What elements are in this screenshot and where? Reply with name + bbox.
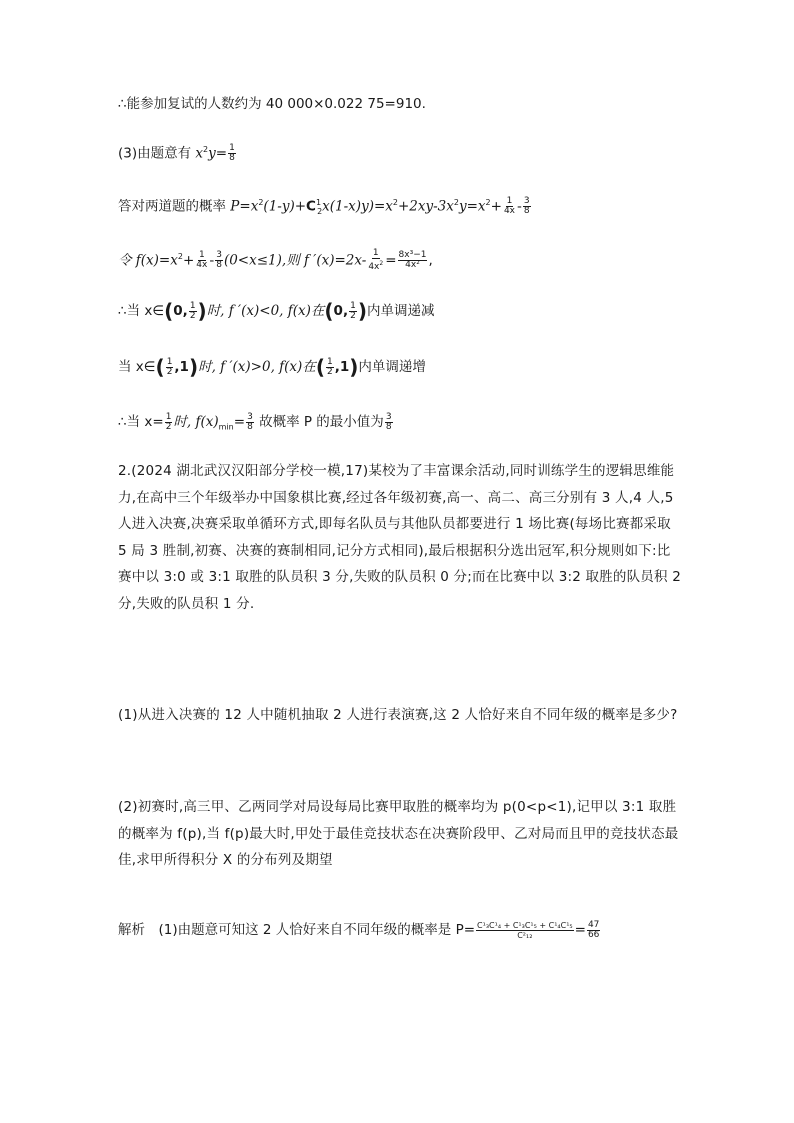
- combination-C: C: [306, 198, 316, 215]
- question-2-part-1: (1)从进入决赛的 12 人中随机抽取 2 人进行表演赛,这 2 人恰好来自不同年级的概率是多少?: [118, 707, 678, 723]
- line-probability-formula: 答对两道题的概率 $P=x^2(1-y)+C^1_2x(1-x)y)=x^2+2xy-3x^2y=x^2+$ $\frac{1}{4x}$ - $\frac{3}{8}$: [118, 196, 530, 217]
- text: 故概率 P 的最小值为: [254, 414, 384, 430]
- expr: =x: [239, 198, 259, 215]
- var-x: x: [195, 145, 204, 162]
- text: 当 x∈: [118, 359, 156, 375]
- var-y: y: [208, 145, 216, 162]
- fraction: $\frac{1}{2}$: [166, 356, 173, 377]
- question-2-part-2: (2)初赛时,高三甲、乙两同学对局设每局比赛甲取胜的概率均为 p(0<p<1),记甲以 3:1 取胜的概率为 f(p),当 f(p)最大时,甲处于最佳竞技状态在决赛阶段甲、乙对局而且甲的竞技状态最佳,求甲所得积分 X 的分布列及期望: [118, 799, 679, 868]
- eq: =: [215, 145, 228, 162]
- fraction: $\frac{\text{8x³−1}}{\text{4x²}}$: [398, 250, 427, 270]
- text: (3)由题意有: [118, 145, 196, 162]
- text: 内单调递减: [366, 303, 435, 319]
- var-P: P: [230, 198, 240, 215]
- fraction: $\frac{1}{2}$: [165, 411, 172, 432]
- line-conclusion-910: ∴能参加复试的人数约为 40 000×0.022 75=910.: [118, 96, 426, 112]
- expr: (0<x≤1),则 f ′(x)=2x-: [223, 252, 367, 269]
- expr: x(1-x)y)=x: [322, 198, 393, 215]
- fraction: $\frac{1}{4x^2}$: [368, 248, 384, 272]
- fraction: $\frac{1}{4x}$: [196, 250, 208, 270]
- expr: 时, f ′(x)>0, f(x)在: [198, 359, 316, 375]
- text: ∴当 x∈: [118, 303, 165, 319]
- expr: 时, f ′(x)<0, f(x)在: [206, 303, 325, 319]
- expr: +2xy-3x: [397, 198, 454, 215]
- text: ∴当 x=: [118, 414, 164, 430]
- fraction: $\frac{47}{66}$: [587, 919, 600, 940]
- expr: (1-y)+: [263, 198, 307, 215]
- fraction: $\frac{1}{8}$: [229, 143, 235, 163]
- text: 解析 (1)由题意可知这 2 人恰好来自不同年级的概率是 P=: [118, 922, 476, 938]
- fraction-combination: $\frac{\text{C¹₃C¹₄ + C¹₃C¹₅ + C¹₄C¹₅}}{\text{C²₁₂}}$: [477, 920, 573, 940]
- question-2-stem: 2.(2024 湖北武汉汉阳部分学校一模,17)某校为了丰富课余活动,同时训练学生的逻辑思维能力,在高中三个年级举办中国象棋比赛,经过各年级初赛,高一、高二、高三分别有 3 人,4 人,5 人进入决赛,决赛采取单循环方式,即每名队员与其他队员都要进行 1 场比赛(每场比赛都采取 5 局 3 胜制,初赛、决赛的赛制相同,记分方式相同),最后根据积分选出冠军,积分规则如下:比赛中以 3:0 或 3:1 取胜的队员积 3 分,失败的队员积 0 分;而在比赛中以 3:2 取胜的队员积 2 分,失败的队员积 1 分.: [118, 463, 681, 612]
- line-increasing: 当 x∈( $\frac{1}{2}$ ,1)时, f ′(x)>0, f(x)在( $\frac{1}{2}$ ,1)内单调递增: [118, 355, 426, 379]
- line-define-f: 令 $f(x)=x^2+$ $\frac{1}{4x}$ - $\frac{3}{8}$ (0<x≤1),则 f ′(x)=2x- $\frac{1}{4x^2}$ = $\frac{\text{8x³−1}}{\text{4x²}}$ ,: [118, 248, 433, 272]
- line-3-condition: [118, 140, 237, 164]
- exp: 2: [203, 145, 209, 154]
- text: 答对两道题的概率: [118, 198, 231, 215]
- solution-part-1: 解析 (1)由题意可知这 2 人恰好来自不同年级的概率是 P= $\frac{\text{C¹₃C¹₄ + C¹₃C¹₅ + C¹₄C¹₅}}{\text{C²₁₂}}$ = $\frac{47}{66}$: [118, 919, 600, 940]
- expr: 令 f(x)=x: [118, 252, 178, 269]
- fraction: $\frac{1}{2}$: [326, 356, 333, 377]
- fraction: $\frac{1}{2}$: [189, 300, 196, 321]
- fraction: $\frac{3}{8}$: [247, 411, 253, 432]
- fraction: $\frac{3}{8}$: [385, 411, 392, 432]
- line-minimum: ∴当 x= $\frac{1}{2}$ 时, $f(x)_{min}=$ $\frac{3}{8}$ 故概率 P 的最小值为 $\frac{3}{8}$: [118, 411, 392, 432]
- fraction: $\frac{3}{8}$: [523, 196, 530, 216]
- fraction: $\frac{1}{4x}$: [503, 196, 516, 216]
- line-decreasing: ∴当 x∈(0, $\frac{1}{2}$ )时, f ′(x)<0, f(x)在(0, $\frac{1}{2}$ )内单调递减: [118, 299, 435, 323]
- text: 内单调递增: [358, 359, 426, 375]
- fraction: $\frac{1}{2}$: [350, 300, 356, 321]
- fraction: $\frac{3}{8}$: [216, 250, 222, 270]
- expr: y=x: [458, 198, 486, 215]
- subscript: min: [218, 422, 234, 432]
- expr: 时, f(x): [173, 414, 219, 430]
